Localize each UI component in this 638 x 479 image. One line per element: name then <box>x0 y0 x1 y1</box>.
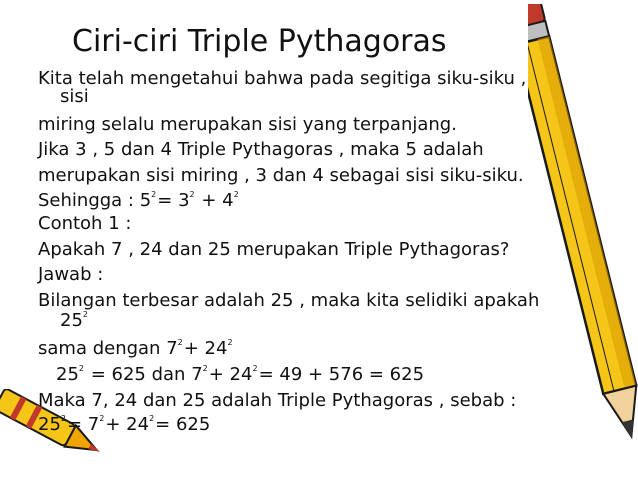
equation-part: + 4 <box>195 190 234 211</box>
exponent: 2 <box>82 310 88 319</box>
equation-part: 25 <box>56 364 79 385</box>
text-line-4: merupakan sisi miring , 3 dan 4 sebagai sisi siku-siku. <box>38 165 524 186</box>
text-line-1-cont: sisi <box>60 86 89 107</box>
text-line-9: Bilangan terbesar adalah 25 , maka kita selidiki apakah <box>38 290 540 311</box>
pencil-right-icon <box>528 4 638 464</box>
equation-part: 25 <box>38 414 61 435</box>
exponent: 2 <box>60 414 66 423</box>
text-line-example: Contoh 1 : <box>38 213 132 234</box>
exponent: 2 <box>78 364 84 373</box>
text-line-1: Kita telah mengetahui bahwa pada segitiga siku-siku , <box>38 68 527 89</box>
text-line-9-cont <box>60 310 89 332</box>
equation-part: 25 <box>60 310 83 331</box>
equation-part: + 24 <box>208 364 253 385</box>
exponent: 2 <box>252 364 258 373</box>
equation-part: + 24 <box>183 338 228 359</box>
exponent: 2 <box>227 338 233 347</box>
exponent: 2 <box>233 190 239 199</box>
text-line-2: miring selalu merupakan sisi yang terpanjang. <box>38 114 457 135</box>
equation-part: + 24 <box>105 414 150 435</box>
text-line-equation-1 <box>38 190 240 212</box>
text-line-12: Maka 7, 24 dan 25 adalah Triple Pythagoras , sebab : <box>38 390 517 411</box>
exponent: 2 <box>202 364 208 373</box>
exponent: 2 <box>151 190 157 199</box>
exponent: 2 <box>149 414 155 423</box>
text-line-question: Apakah 7 , 24 dan 25 merupakan Triple Pythagoras? <box>38 239 510 260</box>
text-line-3: Jika 3 , 5 dan 4 Triple Pythagoras , maka 5 adalah <box>38 139 484 160</box>
text-line-10 <box>38 338 234 360</box>
exponent: 2 <box>177 338 183 347</box>
equation-part: sama dengan 7 <box>38 338 178 359</box>
text-line-answer-label: Jawab : <box>38 264 104 285</box>
text-line-11 <box>56 364 424 386</box>
equation-part: = 7 <box>67 414 100 435</box>
equation-part: Sehingga : 5 <box>38 190 152 211</box>
exponent: 2 <box>99 414 105 423</box>
equation-part: = 3 <box>157 190 190 211</box>
equation-part: = 625 <box>155 414 211 435</box>
slide-title: Ciri-ciri Triple Pythagoras <box>72 24 447 59</box>
text-line-13 <box>38 414 210 436</box>
exponent: 2 <box>189 190 195 199</box>
equation-part: = 625 dan 7 <box>85 364 203 385</box>
equation-part: = 49 + 576 = 625 <box>258 364 425 385</box>
